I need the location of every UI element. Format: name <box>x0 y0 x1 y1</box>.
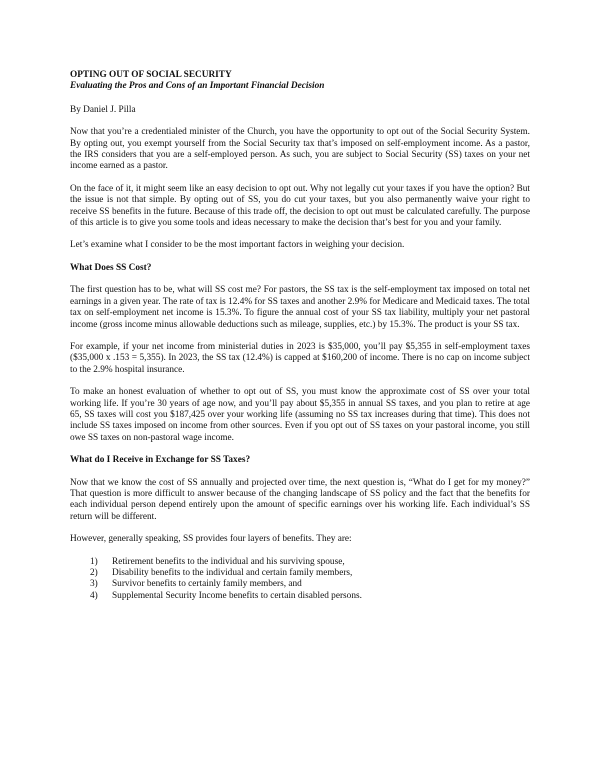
cost-paragraph: To make an honest evaluation of whether to opt out of SS, you must know the approximate cost of SS over your total working life. If you’re 30 years of age now, and you’ll pay about $5,355 in annual SS taxes, and you plan to retire at age 65, SS taxes will cost you $187,425 over your working life (assuming no SS tax increases during that time). This does not include SS taxes imposed on income from other sources. Even if you opt out of SS taxes on your pastoral income, you still owe SS taxes on non-pastoral wage income. <box>70 387 530 443</box>
cost-paragraph: For example, if your net income from ministerial duties in 2023 is $35,000, you’ll pay $5,355 in self-employment taxes ($35,000 x .153 = 5,355). In 2023, the SS tax (12.4%) is capped at $160,200 of income. There is no cap on income subject to the 2.9% hospital insurance. <box>70 341 530 375</box>
benefits-paragraph: However, generally speaking, SS provides four layers of benefits. They are: <box>70 534 352 545</box>
cost-paragraph: The first question has to be, what will SS cost me? For pastors, the SS tax is the self-employment tax imposed on total net earnings in a given year. The rate of tax is 12.4% for SS taxes and another 2.9% for Medicare and Medicaid taxes. The total tax on self-employment net income is 15.3%. To figure the annual cost of your SS tax liability, multiply your net pastoral income (gross income minus allowable deductions such as mileage, supplies, etc.) by 15.3%. The product is your SS tax. <box>70 285 530 330</box>
document-title: OPTING OUT OF SOCIAL SECURITY <box>70 70 232 80</box>
list-item <box>90 568 530 579</box>
list-item-text: Supplemental Security Income benefits to certain disabled persons. <box>112 590 362 601</box>
intro-paragraph: Let’s examine what I consider to be the most important factors in weighing your decision. <box>70 240 405 251</box>
intro-paragraph: Now that you’re a credentialed minister of the Church, you have the opportunity to opt out of the Social Security System. By opting out, you exempt yourself from the Social Security tax that’s imposed on self-employment income. As a pastor, the IRS considers that you are a self-employed person. As such, you are subject to Social Security (SS) taxes on your net income earned as a pastor. <box>70 127 530 172</box>
intro-paragraph: On the face of it, it might seem like an easy decision to opt out. Why not legally cut your taxes if you have the option? But the issue is not that simple. By opting out of SS, you do cut your taxes, but you also permanently waive your right to receive SS benefits in the future. Because of this trade off, the decision to opt out must be calculated carefully. The purpose of this article is to give you some tools and ideas necessary to make the decision that’s best for you and your family. <box>70 183 530 229</box>
benefits-paragraph: Now that we know the cost of SS annually and projected over time, the next question is, “What do I get for my money?” That question is more difficult to answer because of the changing landscape of SS policy and the fact that the benefits for each individual person depend entirely upon the amount of specific earnings over his working life. Each individual’s SS return will be different. <box>70 477 530 522</box>
section-heading-cost: What Does SS Cost? <box>70 262 152 273</box>
list-item <box>90 557 530 568</box>
list-item-number: 3) <box>90 579 98 590</box>
document-page <box>70 70 530 602</box>
list-item-text: Retirement benefits to the individual and his surviving spouse, <box>112 556 345 567</box>
author-byline: By Daniel J. Pilla <box>70 104 136 115</box>
list-item-text: Survivor benefits to certainly family members, and <box>112 579 302 590</box>
list-item-number: 4) <box>90 590 98 601</box>
list-item-number: 1) <box>90 556 98 567</box>
list-item-text: Disability benefits to the individual and certain family members, <box>112 568 353 578</box>
list-item-number: 2) <box>90 568 98 578</box>
list-item <box>90 591 530 602</box>
list-item <box>90 579 530 590</box>
benefits-list <box>70 557 530 603</box>
document-subtitle: Evaluating the Pros and Cons of an Important Financial Decision <box>70 81 325 92</box>
section-heading-benefits: What do I Receive in Exchange for SS Taxes? <box>70 455 251 466</box>
